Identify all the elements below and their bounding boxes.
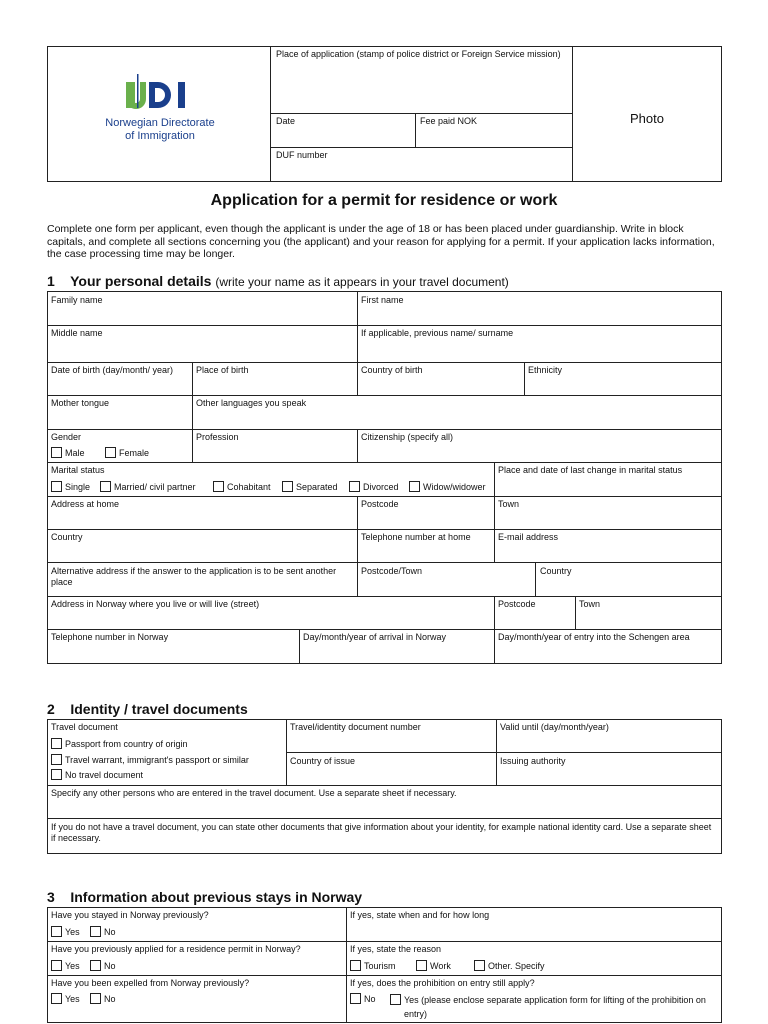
- other-languages-field[interactable]: Other languages you speak: [196, 398, 307, 408]
- q1-no-checkbox[interactable]: [90, 926, 101, 937]
- mother-tongue-field[interactable]: Mother tongue: [51, 398, 110, 408]
- fee-paid-label: Fee paid NOK: [420, 116, 478, 126]
- marital-status-label: Marital status: [51, 465, 105, 475]
- ethnicity-field[interactable]: Ethnicity: [528, 365, 563, 375]
- q3-yes-option[interactable]: Yes: [51, 993, 80, 1005]
- doc-passport-option[interactable]: Passport from country of origin: [51, 738, 188, 750]
- doc-warrant-option[interactable]: Travel warrant, immigrant's passport or similar: [51, 754, 249, 766]
- arrival-norway-field[interactable]: Day/month/year of arrival in Norway: [303, 632, 447, 642]
- q2-no-checkbox[interactable]: [90, 960, 101, 971]
- q3-yes-checkbox[interactable]: [51, 993, 62, 1004]
- section1-title: Your personal details: [70, 273, 212, 289]
- section1-heading: [47, 273, 509, 289]
- last-change-field[interactable]: Place and date of last change in marital status: [498, 465, 683, 475]
- q2-tourism-option[interactable]: Tourism: [350, 960, 396, 972]
- date-label: Date: [276, 116, 296, 126]
- udi-logo-icon: [90, 72, 230, 112]
- q1-question: Have you stayed in Norway previously?: [51, 910, 209, 920]
- doc-none-option[interactable]: No travel document: [51, 769, 143, 781]
- photo-label: Photo: [630, 111, 664, 126]
- country2-field[interactable]: Country: [540, 566, 572, 576]
- intro-text: Complete one form per applicant, even though the applicant is under the age of 18 or has been placed under guardianship. Write in block capitals, and complete all sections concerning you (the applicant) and your reason for applying for a permit. If your application lacks information, the case processing time may be longer.: [47, 223, 715, 260]
- marital-divorced-option[interactable]: Divorced: [349, 481, 399, 493]
- middle-name-field[interactable]: Middle name: [51, 328, 103, 338]
- q2-question: Have you previously applied for a residence permit in Norway?: [51, 944, 301, 954]
- email-field[interactable]: E-mail address: [498, 532, 559, 542]
- q1-detail-field[interactable]: If yes, state when and for how long: [350, 910, 490, 920]
- country-field[interactable]: Country: [51, 532, 83, 542]
- q3-question: Have you been expelled from Norway previously?: [51, 978, 250, 988]
- widow-checkbox[interactable]: [409, 481, 420, 492]
- single-checkbox[interactable]: [51, 481, 62, 492]
- travel-document-label: Travel document: [51, 722, 118, 732]
- no-document-checkbox[interactable]: [51, 769, 62, 780]
- work-checkbox[interactable]: [416, 960, 427, 971]
- q3-detail-label: If yes, does the prohibition on entry still apply?: [350, 978, 535, 988]
- town2-field[interactable]: Town: [579, 599, 601, 609]
- marital-widow-option[interactable]: Widow/widower: [409, 481, 486, 493]
- entry-schengen-field[interactable]: Day/month/year of entry into the Schengen area: [498, 632, 690, 642]
- section2-title: Identity / travel documents: [70, 701, 248, 717]
- postcode-field[interactable]: Postcode: [361, 499, 399, 509]
- q1-no-option[interactable]: No: [90, 926, 116, 938]
- country-of-birth-field[interactable]: Country of birth: [361, 365, 423, 375]
- udi-logo: [90, 72, 230, 142]
- section2-heading: [47, 701, 248, 717]
- section2-number: 2: [47, 701, 55, 717]
- doc-number-field[interactable]: Travel/identity document number: [290, 722, 421, 732]
- section3-number: 3: [47, 889, 55, 905]
- q3-no-checkbox[interactable]: [90, 993, 101, 1004]
- country-of-issue-field[interactable]: Country of issue: [290, 756, 356, 766]
- other-checkbox[interactable]: [474, 960, 485, 971]
- q2-detail-label: If yes, state the reason: [350, 944, 442, 954]
- marital-single-option[interactable]: Single: [51, 481, 90, 493]
- prohibition-no-checkbox[interactable]: [350, 993, 361, 1004]
- marital-cohabitant-option[interactable]: Cohabitant: [213, 481, 271, 493]
- q3-prohibition-yes-option[interactable]: Yes (please enclose separate application form for lifting of the prohibition on entry): [390, 993, 710, 1021]
- q2-yes-option[interactable]: Yes: [51, 960, 80, 972]
- alt-address-field[interactable]: Alternative address if the answer to the application is to be sent another place: [51, 566, 337, 587]
- town-field[interactable]: Town: [498, 499, 520, 509]
- marital-separated-option[interactable]: Separated: [282, 481, 338, 493]
- q2-other-option[interactable]: Other. Specify: [474, 960, 545, 972]
- other-persons-field[interactable]: Specify any other persons who are entered in the travel document. Use a separate sheet if necessary.: [51, 788, 457, 798]
- family-name-field[interactable]: Family name: [51, 295, 103, 305]
- marital-married-option[interactable]: Married/ civil partner: [100, 481, 196, 493]
- q2-work-option[interactable]: Work: [416, 960, 451, 972]
- address-home-field[interactable]: Address at home: [51, 499, 120, 509]
- passport-checkbox[interactable]: [51, 738, 62, 749]
- separated-checkbox[interactable]: [282, 481, 293, 492]
- gender-male-option[interactable]: Male: [51, 447, 85, 459]
- first-name-field[interactable]: First name: [361, 295, 404, 305]
- q2-yes-checkbox[interactable]: [51, 960, 62, 971]
- q1-yes-option[interactable]: Yes: [51, 926, 80, 938]
- tourism-checkbox[interactable]: [350, 960, 361, 971]
- no-document-field[interactable]: If you do not have a travel document, you can state other documents that give information about your identity, for example national identity card. Use a separate sheet if necessary.: [51, 822, 712, 843]
- section3-heading: [47, 889, 362, 905]
- date-of-birth-field[interactable]: Date of birth (day/month/ year): [51, 365, 174, 375]
- profession-field[interactable]: Profession: [196, 432, 239, 442]
- issuing-authority-field[interactable]: Issuing authority: [500, 756, 566, 766]
- gender-female-option[interactable]: Female: [105, 447, 149, 459]
- q2-no-option[interactable]: No: [90, 960, 116, 972]
- previous-name-field[interactable]: If applicable, previous name/ surname: [361, 328, 514, 338]
- gender-label: Gender: [51, 432, 82, 442]
- citizenship-field[interactable]: Citizenship (specify all): [361, 432, 454, 442]
- place-of-application-label: Place of application (stamp of police district or Foreign Service mission): [276, 49, 561, 59]
- telephone-home-field[interactable]: Telephone number at home: [361, 532, 471, 542]
- warrant-checkbox[interactable]: [51, 754, 62, 765]
- postcode-town-field[interactable]: Postcode/Town: [361, 566, 423, 576]
- section1-number: 1: [47, 273, 55, 289]
- q1-yes-checkbox[interactable]: [51, 926, 62, 937]
- postcode2-field[interactable]: Postcode: [498, 599, 536, 609]
- address-norway-field[interactable]: Address in Norway where you live or will live (street): [51, 599, 260, 609]
- place-of-birth-field[interactable]: Place of birth: [196, 365, 249, 375]
- page-title: Application for a permit for residence or work: [210, 192, 558, 209]
- logo-line2: of Immigration: [125, 130, 195, 142]
- duf-number-label: DUF number: [276, 150, 328, 160]
- valid-until-field[interactable]: Valid until (day/month/year): [500, 722, 609, 732]
- section1-subtitle: (write your name as it appears in your travel document): [215, 275, 509, 289]
- q3-no-option[interactable]: No: [90, 993, 116, 1005]
- divorced-checkbox[interactable]: [349, 481, 360, 492]
- logo-line1: Norwegian Directorate: [105, 117, 215, 129]
- telephone-norway-field[interactable]: Telephone number in Norway: [51, 632, 169, 642]
- section3-title: Information about previous stays in Norway: [70, 889, 363, 905]
- prohibition-yes-checkbox[interactable]: [390, 994, 401, 1005]
- female-checkbox[interactable]: [105, 447, 116, 458]
- married-checkbox[interactable]: [100, 481, 111, 492]
- q3-prohibition-no-option[interactable]: No: [350, 993, 376, 1005]
- cohabitant-checkbox[interactable]: [213, 481, 224, 492]
- male-checkbox[interactable]: [51, 447, 62, 458]
